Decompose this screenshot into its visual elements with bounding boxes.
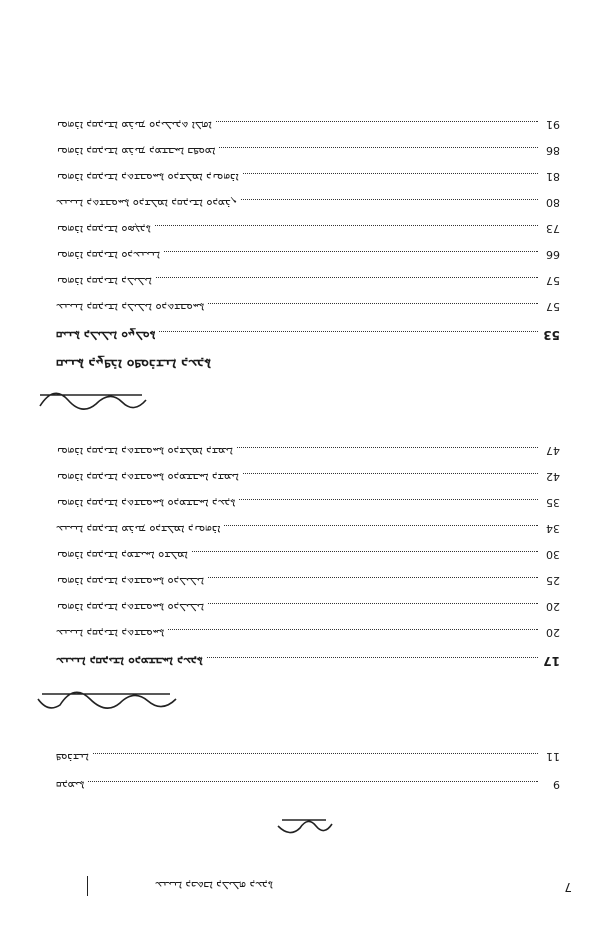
entry-title: ܢܘܗܪܐ ܕܩܕܝܫܐ ܕܬܫܒܘܚܬܐ ܘܕܡܫܒܚܐ ܕܫܡܝܐ — [56, 471, 239, 484]
leader-dots — [192, 551, 538, 552]
ornament-1 — [272, 816, 336, 842]
leader-dots — [241, 199, 538, 200]
toc-entry[interactable] — [56, 274, 560, 288]
entry-title: ܥܢܝܢܐ ܕܬܫܒܘܚܬܐ ܘܕܫܠܡܐ ܕܩܕܝܫܐ ܘܕܡܪܢ — [56, 197, 237, 210]
leader-dots — [207, 657, 538, 658]
entry-title: ܢܘܗܪܐ ܕܩܕܝܫܐ ܡܪܝܡ ܘܕܝܠܝܕܬ ܐܠܗܐ — [56, 119, 212, 132]
entry-page: 86 — [546, 144, 560, 157]
entry-page: 57 — [546, 274, 560, 287]
entry-page: 9 — [553, 778, 560, 791]
toc-entry[interactable] — [56, 470, 560, 484]
leader-dots — [168, 629, 538, 630]
toc-entry[interactable] — [56, 778, 560, 792]
toc-entry[interactable] — [56, 444, 560, 458]
toc-entry[interactable] — [56, 522, 560, 536]
running-header — [0, 872, 608, 932]
leader-dots — [243, 473, 538, 474]
entry-title: ܢܘܗܪܐ ܕܩܕܝܫܐ ܕܬܫܒܘܚܬܐ ܘܕܫܠܡܐ ܕܫܡܝܐ — [56, 445, 234, 458]
entry-title: ܩܝܢܬܐ ܕܠܝܠܝܐ ܘܨܠܘܬܐ — [56, 329, 156, 343]
entry-page: 20 — [546, 626, 560, 639]
toc-entry[interactable] — [56, 750, 560, 764]
entry-title: ܢܘܗܪܐ ܕܩܕܝܫܐ ܕܬܫܒܘܚܬܐ ܘܕܡܫܒܚܐ ܕܥܕܬܐ — [56, 497, 236, 510]
toc-entry[interactable] — [56, 196, 560, 210]
toc-entry[interactable] — [56, 222, 560, 236]
entry-page: 11 — [546, 750, 560, 763]
header-title: ܥܢܝܢܐ ܕܟܬܒܐ ܕܠܝܠܗ ܕܥܕܬܐ — [155, 879, 273, 892]
leader-dots — [155, 225, 538, 226]
toc-entry[interactable] — [56, 248, 560, 262]
toc-entry[interactable] — [56, 144, 560, 158]
entry-title: ܢܘܗܪܐ ܕܩܕܝܫܐ ܘܕܥܢܝܢܐ — [56, 249, 161, 262]
entry-title: ܩܕܡܝܬܐ — [56, 779, 85, 792]
toc-entry[interactable] — [56, 600, 560, 614]
entry-title: ܥܢܝܢܐ ܕܩܕܝܫܐ ܕܬܫܒܘܚܬܐ — [56, 627, 165, 640]
leader-dots — [219, 147, 538, 148]
entry-page: 53 — [543, 328, 560, 342]
entry-title: ܢܘܗܪܐ ܕܩܕܝܫܐ ܕܡܫܝܚܐ ܘܫܠܡܐ — [56, 549, 188, 562]
entry-page: 20 — [546, 600, 560, 613]
entry-page: 57 — [546, 300, 560, 313]
ornament-3 — [32, 392, 152, 418]
leader-dots — [93, 753, 538, 754]
toc-entry[interactable] — [56, 574, 560, 588]
leader-dots — [208, 577, 538, 578]
entry-page: 66 — [546, 248, 560, 261]
entry-title: ܢܘܗܪܐ ܕܩܕܝܫܐ ܕܬܫܒܘܚܬܐ ܘܕܠܝܠܝܐ — [56, 575, 205, 588]
entry-page: 80 — [546, 196, 560, 209]
entry-title: ܢܘܗܪܐ ܕܩܕܝܫܐ ܘܣܓܕܬܐ — [56, 223, 151, 236]
leader-dots — [208, 303, 538, 304]
entry-title: ܥܢܝܢܐ ܕܩܕܝܫܐ ܡܪܝܡ ܘܕܫܠܡܐ ܕܢܘܗܪܐ — [56, 523, 221, 536]
page-header-band — [0, 26, 608, 86]
entry-title: ܦܘܪܫܢܐ — [56, 751, 89, 764]
section-heading: ܩܝܢܬܐ ܕܨܦܪܐ ܘܦܘܪܫܢܐ ܕܥܕܬܐ — [56, 356, 211, 372]
header-rule — [87, 876, 88, 896]
entry-title: ܥܢܝܢܐ ܕܩܕܝܫܐ ܕܠܝܠܝܐ ܘܕܬܫܒܘܚܬܐ — [56, 301, 205, 314]
ornament-2 — [32, 691, 182, 717]
entry-page: 35 — [546, 496, 560, 509]
leader-dots — [216, 121, 538, 122]
toc-entry-section[interactable] — [56, 328, 560, 342]
entry-page: 91 — [546, 118, 560, 131]
leader-dots — [159, 331, 538, 332]
leader-dots — [237, 447, 538, 448]
entry-title: ܢܘܗܪܐ ܕܩܕܝܫܐ ܕܠܝܠܝܐ — [56, 275, 152, 288]
leader-dots — [239, 499, 538, 500]
entry-page: 73 — [546, 222, 560, 235]
entry-page: 34 — [546, 522, 560, 535]
leader-dots — [156, 277, 538, 278]
toc-entry[interactable] — [56, 170, 560, 184]
leader-dots — [243, 173, 538, 174]
toc-entry[interactable] — [56, 496, 560, 510]
entry-page: 25 — [546, 574, 560, 587]
leader-dots — [164, 251, 538, 252]
calligraphy-ornament-icon — [32, 392, 152, 418]
toc-entry[interactable] — [56, 118, 560, 132]
toc-entry-section[interactable] — [56, 654, 560, 668]
entry-page: 47 — [546, 444, 560, 457]
entry-page: 30 — [546, 548, 560, 561]
toc-entry[interactable] — [56, 548, 560, 562]
entry-title: ܢܘܗܪܐ ܕܩܕܝܫܐ ܡܪܝܡ ܕܡܫܒܚܐ ܒܦܘܡܐ — [56, 145, 216, 158]
entry-title: ܢܘܗܪܐ ܕܩܕܝܫܐ ܕܬܫܒܘܚܬܐ ܘܕܫܠܡܐ ܕܢܘܗܪܐ — [56, 171, 239, 184]
calligraphy-ornament-icon — [32, 691, 182, 717]
entry-title: ܢܘܗܪܐ ܕܩܕܝܫܐ ܕܬܫܒܘܚܬܐ ܘܕܠܝܠܝܐ — [56, 601, 205, 614]
leader-dots — [208, 603, 538, 604]
toc-entry[interactable] — [56, 626, 560, 640]
entry-title: ܥܢܝܢܐ ܕܩܕܝܫܐ ܘܕܡܫܒܚܐ ܕܥܕܬܐ — [56, 655, 203, 669]
leader-dots — [88, 781, 538, 782]
calligraphy-ornament-icon — [272, 816, 336, 842]
page-number: 7 — [564, 880, 572, 894]
entry-page: 81 — [546, 170, 560, 183]
toc-entry[interactable] — [56, 300, 560, 314]
entry-page: 42 — [546, 470, 560, 483]
entry-page: 17 — [543, 654, 560, 668]
leader-dots — [224, 525, 538, 526]
